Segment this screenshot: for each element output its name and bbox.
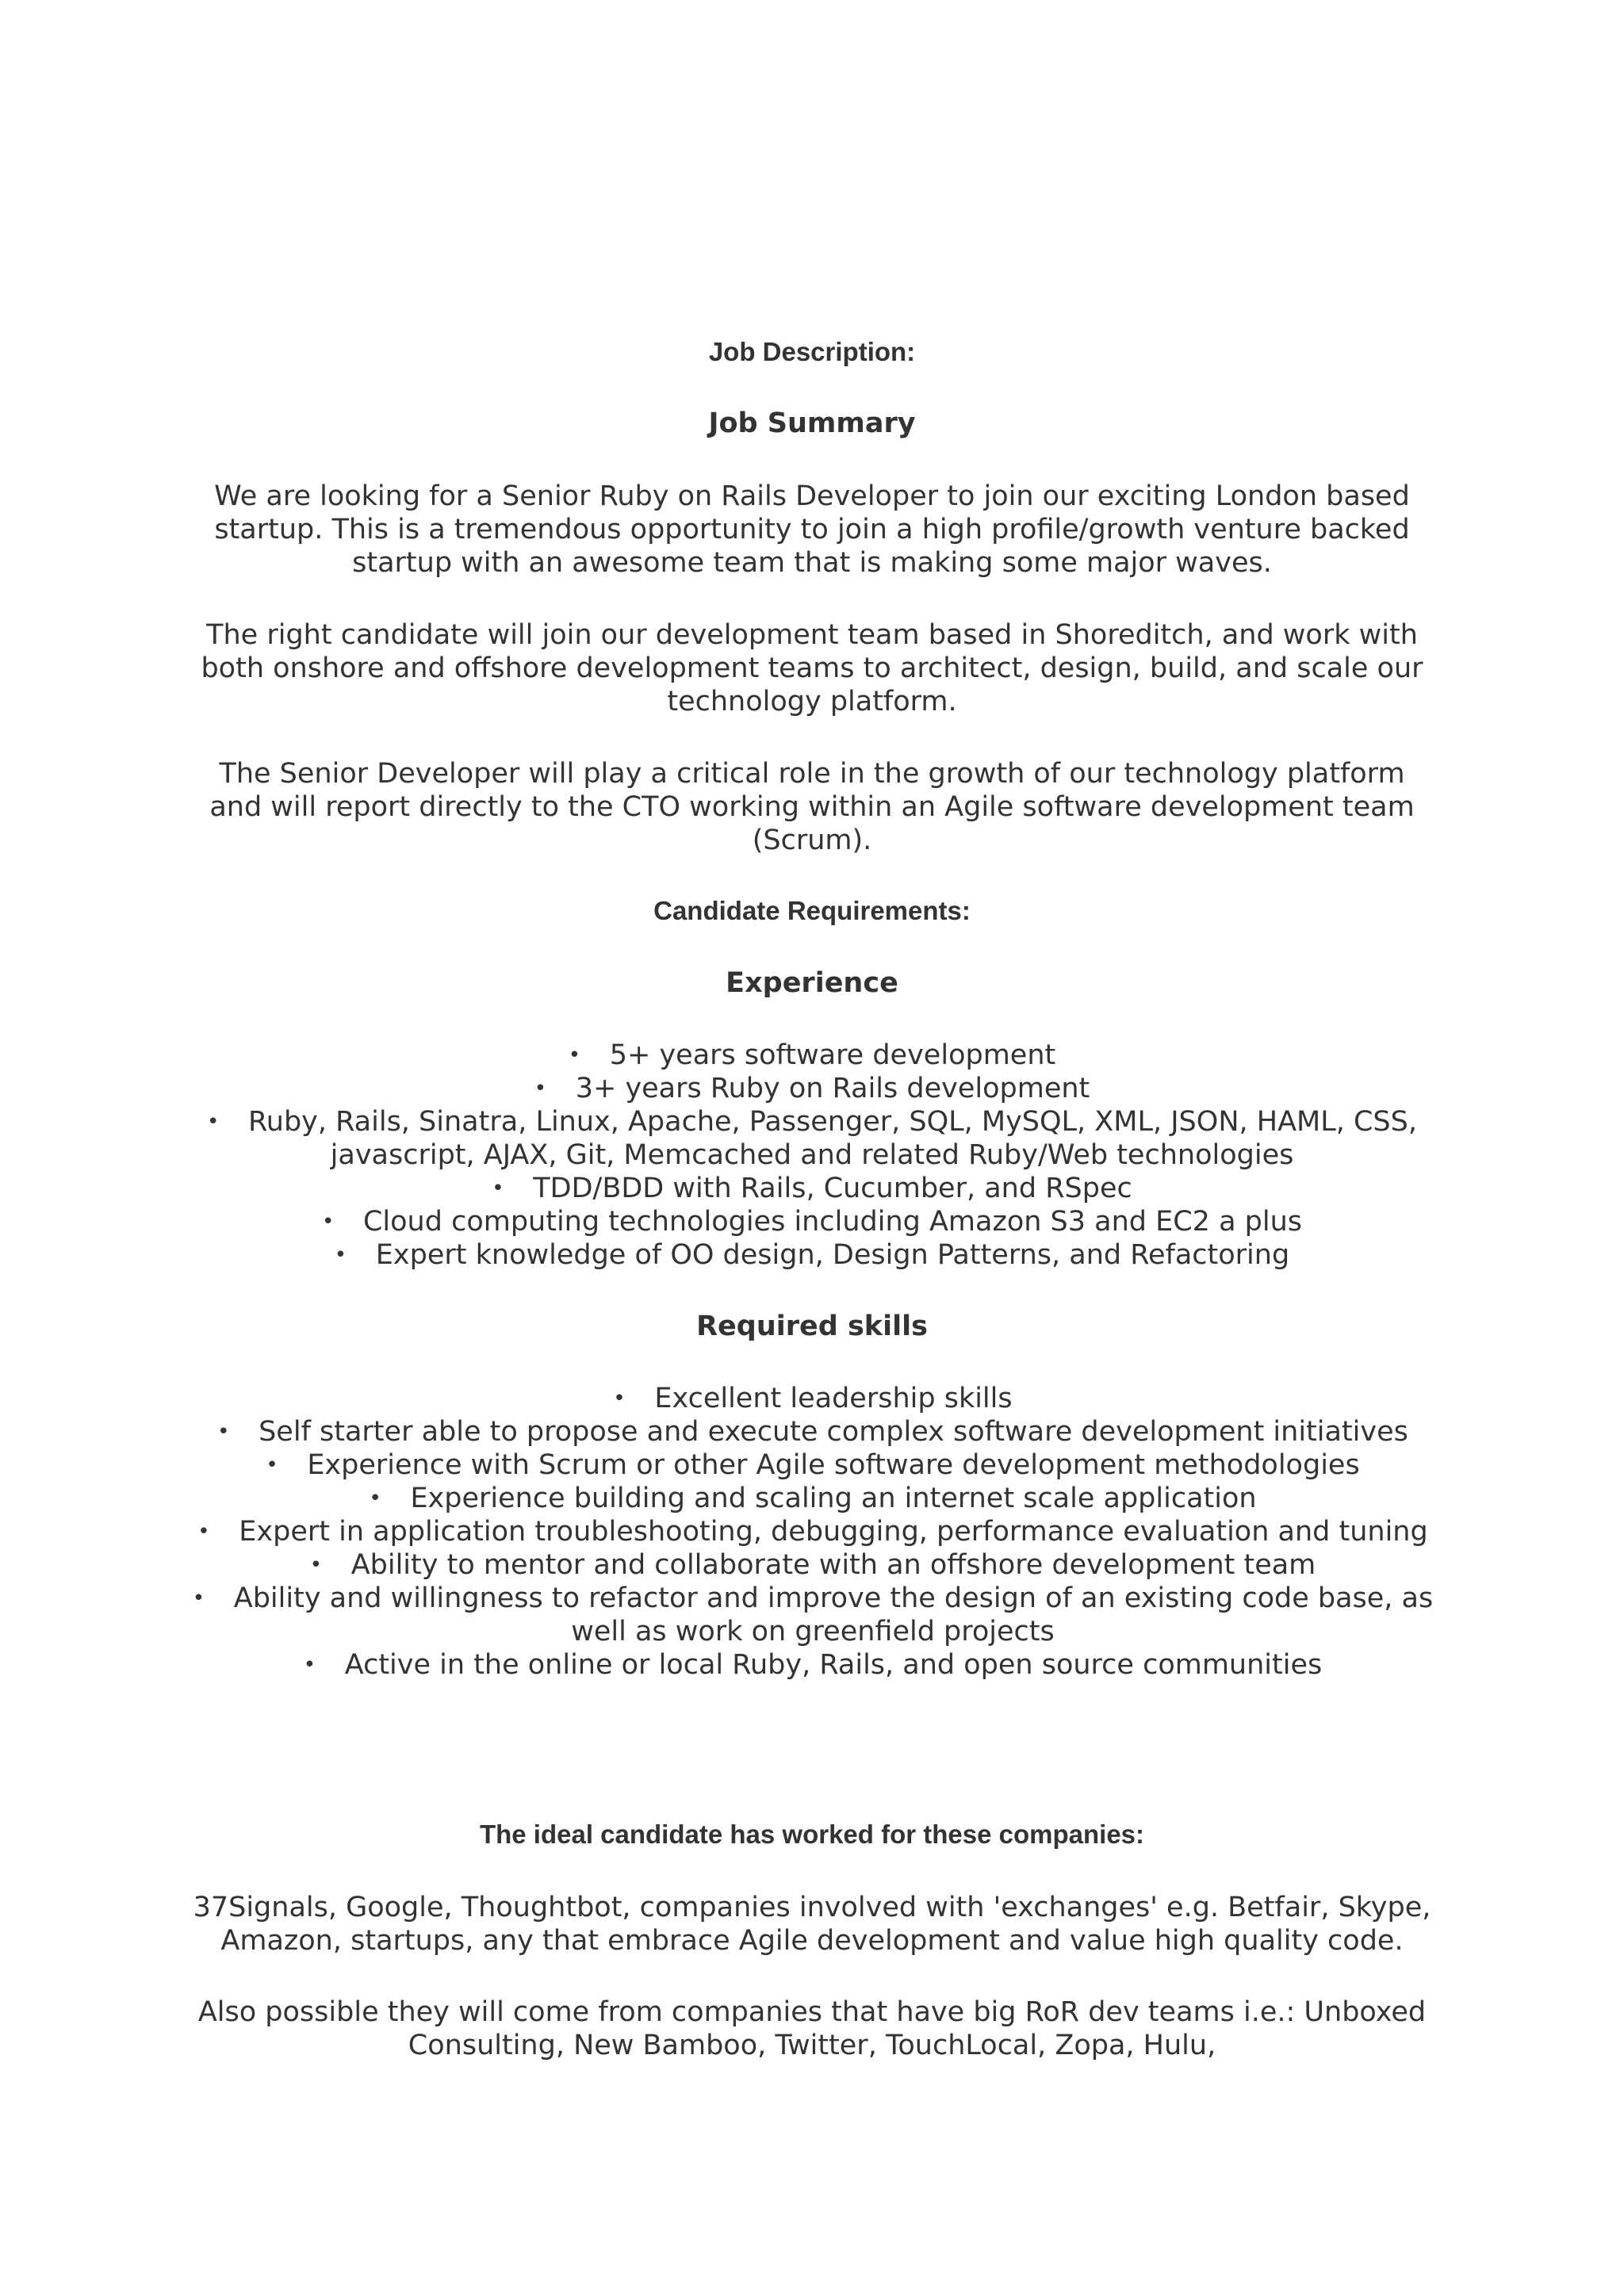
- job-description-heading: Job Description:: [708, 337, 916, 366]
- experience-heading: Experience: [726, 967, 898, 999]
- companies-paragraph-2: Also possible they will come from companies that have big RoR dev teams i.e.: Unboxed Consulting, New Bamboo, Twitter, TouchLocal, Zopa, Hulu,: [197, 1996, 1427, 2061]
- list-item: [170, 1205, 1454, 1238]
- list-item: [174, 1582, 1451, 1648]
- list-item: [174, 1548, 1451, 1582]
- skill-item: Experience with Scrum or other Agile software development methodologies: [307, 1449, 1360, 1481]
- job-summary-heading: Job Summary: [708, 408, 916, 439]
- list-item: [174, 1648, 1451, 1682]
- list-item: [170, 1172, 1454, 1205]
- bullet-icon: •: [334, 1243, 347, 1267]
- bullet-icon: •: [321, 1210, 335, 1234]
- list-item: [174, 1448, 1451, 1482]
- skill-item: Self starter able to propose and execute complex software development initiatives: [259, 1416, 1408, 1448]
- bullet-icon: •: [568, 1043, 581, 1067]
- skill-item: Ability and willingness to refactor and improve the design of an existing code base, as well as work on greenfield projects: [233, 1582, 1434, 1647]
- experience-item: Ruby, Rails, Sinatra, Linux, Apache, Passenger, SQL, MySQL, XML, JSON, HAML, CSS, javascript, AJAX, Git, Memcached and related Ruby/Web technologies: [248, 1106, 1417, 1171]
- list-item: [170, 1039, 1454, 1072]
- experience-item: Expert knowledge of OO design, Design Patterns, and Refactoring: [375, 1239, 1290, 1271]
- required-skills-list: [174, 1382, 1451, 1682]
- companies-paragraph-1: 37Signals, Google, Thoughtbot, companies involved with 'exchanges' e.g. Betfair, Skype, Amazon, startups, any that embrace Agile development and value high quality code.: [193, 1892, 1431, 1957]
- required-skills-heading: Required skills: [696, 1311, 928, 1342]
- candidate-requirements-heading: Candidate Requirements:: [653, 896, 971, 925]
- list-item: [170, 1238, 1454, 1272]
- bullet-icon: •: [303, 1653, 316, 1677]
- experience-item: Cloud computing technologies including Amazon S3 and EC2 a plus: [362, 1206, 1303, 1238]
- bullet-icon: •: [197, 1520, 210, 1544]
- bullet-icon: •: [613, 1387, 626, 1410]
- experience-item: 3+ years Ruby on Rails development: [575, 1073, 1090, 1104]
- bullet-icon: •: [207, 1110, 220, 1134]
- list-item: [174, 1515, 1451, 1548]
- bullet-icon: •: [309, 1553, 323, 1577]
- ideal-candidate-heading: The ideal candidate has worked for these companies:: [479, 1820, 1145, 1849]
- bullet-icon: •: [266, 1453, 278, 1477]
- list-item: [174, 1482, 1451, 1515]
- bullet-icon: •: [192, 1586, 205, 1610]
- list-item: [174, 1415, 1451, 1448]
- summary-paragraph-2: The right candidate will join our development team based in Shoreditch, and work with both onshore and offshore development teams to architect, design, build, and scale our technology platform.: [201, 619, 1423, 718]
- list-item: [170, 1105, 1454, 1172]
- experience-item: TDD/BDD with Rails, Cucumber, and RSpec: [533, 1173, 1132, 1204]
- bullet-icon: •: [534, 1077, 547, 1100]
- skill-item: Ability to mentor and collaborate with an offshore development team: [350, 1549, 1316, 1581]
- bullet-icon: •: [492, 1177, 504, 1200]
- experience-item: 5+ years software development: [609, 1039, 1056, 1071]
- skill-item: Active in the online or local Ruby, Rails, and open source communities: [344, 1649, 1323, 1681]
- skill-item: Experience building and scaling an internet scale application: [410, 1483, 1257, 1514]
- skill-item: Expert in application troubleshooting, debugging, performance evaluation and tuning: [239, 1516, 1428, 1548]
- summary-paragraph-1: We are looking for a Senior Ruby on Rails Developer to join our exciting London based startup. This is a tremendous opportunity to join a high profile/growth venture backed startup with an awesome team that is making some major waves.: [214, 480, 1410, 579]
- list-item: [170, 1072, 1454, 1105]
- skill-item: Excellent leadership skills: [654, 1383, 1013, 1414]
- experience-list: [170, 1039, 1454, 1272]
- summary-paragraph-3: The Senior Developer will play a critical role in the growth of our technology platform and will report directly to the CTO working within an Agile software development team (Scrum).: [209, 758, 1415, 856]
- bullet-icon: •: [217, 1420, 230, 1444]
- list-item: [174, 1382, 1451, 1415]
- bullet-icon: •: [369, 1487, 381, 1510]
